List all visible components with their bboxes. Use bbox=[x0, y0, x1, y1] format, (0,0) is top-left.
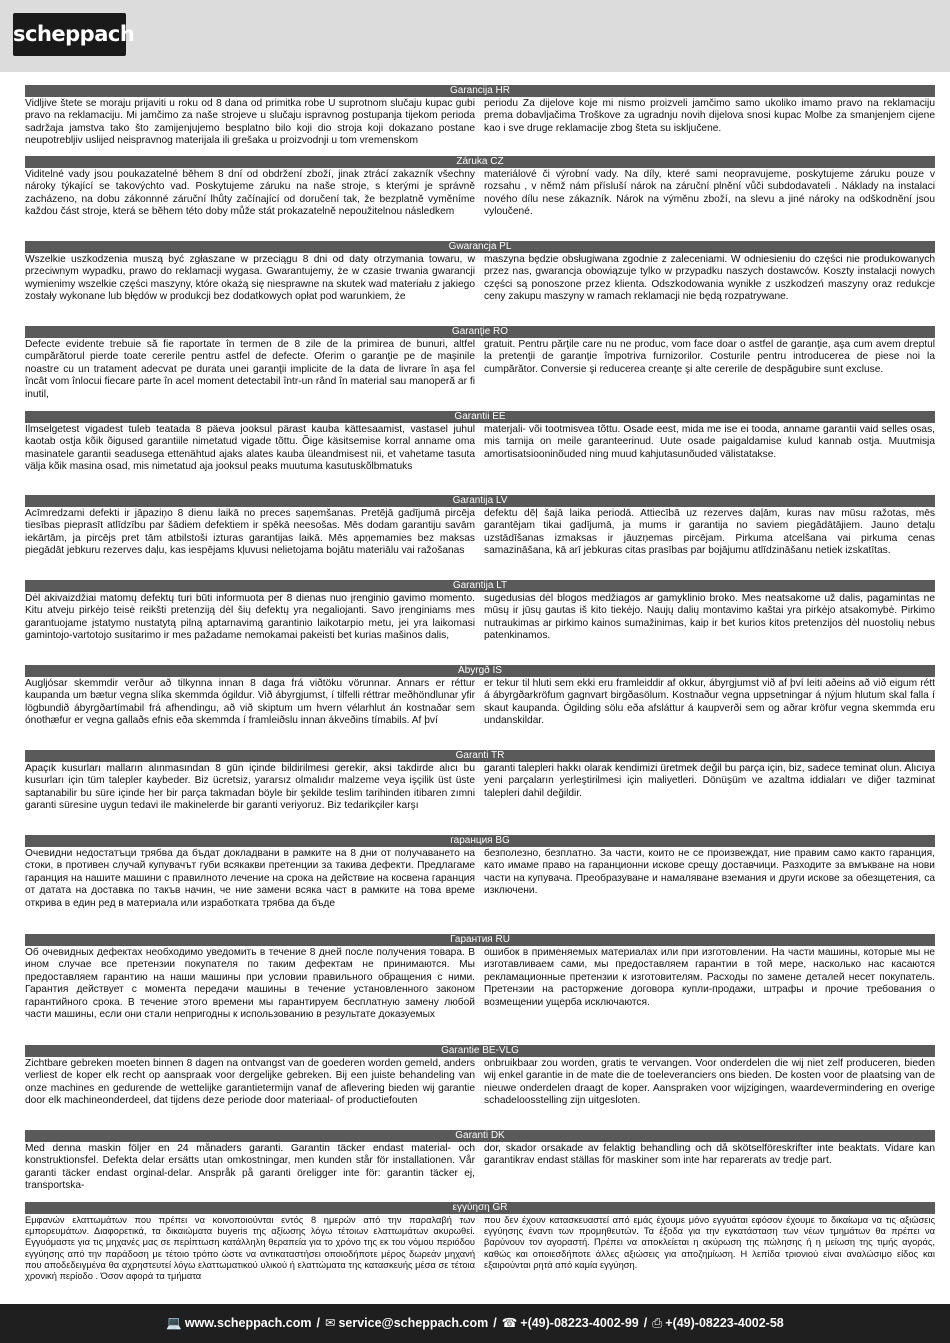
section-title: Garantija LT bbox=[25, 580, 935, 592]
section-text-left: Med denna maskin följer en 24 månaders garanti. Garantin täcker endast material- och konstruktionsfel. Defekta delar ersätts utan omkostningar, men kunden står för installationen. Vår garanti täcker endast orginal-delar. Anspråk på garanti öreligger inte för: garantin täcker ej, transportska- bbox=[25, 1143, 475, 1192]
section-text-left: Dėl akivaizdžiai matomų defektų turi būti informuota per 8 dienas nuo įrenginio gavimo momento. Kitu atveju pirkėjo teisė reikšti pretenziją dėl šių defektų yra negaliojanti. Savo įrenginiams mes garantuojame įstatymo nustatytą pilną aptarnavimą garantinio laikotarpio metu, jei yra laikomasi gamintojo-vartotojo susitarimo ir mes pažadame nemokamai pakeisti bet kurias mašinos dalis, bbox=[25, 593, 475, 642]
section-text-right: er tekur til hluti sem ekki eru framleiddir af okkur, ábyrgjumst við af því leiti aðeins að við eigum rétt á ábyrgðarkröfum gagnvart birgðasölum. Kostnaður vegna uppsetningar á nýjum hlutum skal falla í skaut kaupanda. Ógilding sölu eða afsláttur á kaupverði sem og aðrar kröfur vegna skemmda eru undanskildar. bbox=[484, 678, 935, 727]
section-text-left: Εμφανών ελαττωμάτων που πρέπει να κοινοποιούνται εντός 8 ημερών από την παραλαβή των εμπορευμάτων. Διαφορετικά, τα δικαιώματα buyeris της αξίωσης λόγω τέτοιων ελαττωμάτων ακυρωθεί. Εγγυόμαστε για τις μηχανές μας σε περίπτωση κατάλληλη θεραπεία για το χρόνο της εκ του νόμου περιόδου εγγύησης από την παράδοση με τέτοιο τρόπο ώστε να αντικαταστήσει οποιοδήποτε μέρος δωρεάν μηχανή που αποδεδειγμένα θα αχρηστευτεί λόγω ελαττωματικού υλικού ή ελαττώματα της κατασκευής μέσα σε τέτοια χρονική περίοδο . Όσον αφορά τα τμήματα bbox=[25, 1215, 475, 1282]
section-text-right: безполезно, безплатно. За части, които не се произвеждат, ние правим само както гаранция, като имаме право на гаранционни искове срещу доставчици. Разходите за вмъкване на нови части на купувача. Преобразуване и намаляване вземания и други искове за обезщетения, са изключени. bbox=[484, 848, 935, 897]
section-text-right: ошибок в применяемых материалах или при изготовлении. На части машины, которые мы не изготавливаем сами, мы предоставляем гарантии в той мере, насколько нас касаются рекламационные претензии к изготовителям. Расходы по замене деталей несет покупатель. Претензии на расторжение договора купли-продажи, штрафы и прочие требования о возмещении ущерба исключаются. bbox=[484, 947, 935, 1008]
section-text-right: dor, skador orsakade av felaktig behandling och då skötselföreskrifter inte beaktats. Vidare kan garantikrav endast ställas för maskiner som inte har reparerats av tredje part. bbox=[484, 1143, 935, 1167]
monitor-icon: 💻 bbox=[166, 1316, 182, 1330]
section-text-right: periodu Za dijelove koje mi nismo proizveli jamčimo samo ukoliko imamo pravo na reklamaciju prema dobavljačima Troškove za ugradnju novih dijelova snosi kupac Molbe za smanjenjem cijene kao i sve druge reklamacije zbog šteta su isključene. bbox=[484, 98, 935, 134]
section-title: Garantie BE-VLG bbox=[25, 1045, 935, 1057]
section-text-left: Об очевидных дефектах необходимо уведомить в течение 8 дней после получения товара. В ином случае все претензии покупателя по таким дефектам не принимаются. Мы предоставляем гарантию на наши машины при условии правильного обращения с ними. Гарантия действует с момента передачи машины в течение установленного законом гарантийного срока. В течение этого времени мы гарантируем бесплатную замену любой части машины, если они стали непригодны к использованию в результате доказуемых bbox=[25, 947, 475, 1021]
contact-footer bbox=[0, 1304, 950, 1343]
section-title: εγγύηση GR bbox=[25, 1202, 935, 1214]
section-title: Garantii EE bbox=[25, 411, 935, 423]
section-text-right: materiálové či výrobní vady. Na díly, které sami neopravujeme, poskytujeme záruku pouze v rozsahu , v němž nám přísluší nárok na záruční plnění vůči subdodavateli . Náklady na instalaci nového dílu nese zákazník. Nárok na výměnu zboží, na slevu a jiné nároky na odškodnění jsou vyloučené. bbox=[484, 169, 935, 218]
section-text-left: Apaçık kusurları malların alınmasından 8 gün içinde bildirilmesi gerekir, aksi takdirde alıcı bu kusurları için tüm talepler kaybeder. Biz ücretsiz, yararsız olmalıdır malzeme veya işçilik üst üste saptanabilir bu süre içinde her bir parça takmadan böyle bir şekilde teslim tarihinden itibaren zımni garanti süresine uygun tedavi ile makinelerde bir garanti veriyoruz. Biz tedarikçiler karşı bbox=[25, 763, 475, 812]
section-ee bbox=[0, 411, 950, 495]
section-title: гаранция BG bbox=[25, 835, 935, 847]
section-cz bbox=[0, 156, 950, 240]
section-is bbox=[0, 665, 950, 749]
section-dk bbox=[0, 1130, 950, 1202]
section-text-left: Zichtbare gebreken moeten binnen 8 dagen na ontvangst van de goederen worden gemeld, anders verliest de koper elk recht op aanspraak voor dergelijke gebreken. Bij een juiste behandeling van onze machines en gedurende de wettelijke garantietermijn vanaf de aflevering bieden wij garantie door elk machineonderdeel, dat tijdens deze periode door materiaal- of productiefouten bbox=[25, 1058, 475, 1107]
section-lv bbox=[0, 495, 950, 579]
fax-number: +(49)-08223-4002-58 bbox=[665, 1316, 784, 1330]
section-hr bbox=[0, 85, 950, 155]
email-link[interactable]: service@scheppach.com bbox=[338, 1316, 489, 1330]
section-ro bbox=[0, 326, 950, 410]
fax-icon: ⎙ bbox=[652, 1316, 663, 1330]
section-text-left: Wszelkie uszkodzenia muszą być zgłaszane w przeciągu 8 dni od daty otrzymania towaru, w przeciwnym wypadku, prawo do reklamacji wygasa. Gwarantujemy, że w czasie trwania gwarancji wymienimy wszelkie części maszyny, które okażą się niesprawne na skutek wad materiału z jakiego zostały wykonane lub błędów w produkcji bez dodatkowych opłat pod warunkiem, że bbox=[25, 254, 475, 303]
section-title: Гарантия RU bbox=[25, 934, 935, 946]
section-lt bbox=[0, 580, 950, 664]
separator: / bbox=[493, 1316, 497, 1330]
section-text-left: Vidljive štete se moraju prijaviti u roku od 8 dana od primitka robe U suprotnom slučaju kupac gubi pravo na reklamaciju. Mi jamčimo za naše strojeve u slučaju ispravnog postupanja tijekom perioda sadržaja jamstva tako što zamijenjujemo besplatno bilo koji dio stroja koji dokazano postane neupotrebljiv uslijed neispravnog materijala ili grešaka u proizvodnji u tom vremenskom bbox=[25, 98, 475, 147]
section-text-right: sugedusias dėl blogos medžiagos ar gamyklinio broko. Mes neatsakome už dalis, pagamintas ne mūsų ir jūsų gautas iš kito tiekėjo. Naujų dalių montavimo kaštai yra pirkėjo atsakomybė. Pirkimo nutraukimas ar pirkimo kainos sumažinimas, kaip ir bet kurios kitos pretenzijos dėl nuostolių nebus patenkinamos. bbox=[484, 593, 935, 642]
section-ru bbox=[0, 934, 950, 1044]
section-text-left: Augljósar skemmdir verður að tilkynna innan 8 daga frá viðtöku vörunnar. Annars er réttur kaupanda um bætur vegna slíka skemmda ógildur. Við ábyrgjumst, í tilfelli réttrar meðhöndlunar yfir lögbundið ábyrgðartímabil frá afhendingu, að við skiptum um hvern vélarhlut án kostnaðar sem ónothæfur er vegna gallaðs efnis eða skemmda í framleiðslu innan ákveðins tímabils. Af því bbox=[25, 678, 475, 727]
section-title: Záruka CZ bbox=[25, 156, 935, 168]
section-tr bbox=[0, 750, 950, 834]
section-text-right: onbruikbaar zou worden, gratis te vervangen. Voor onderdelen die wij niet zelf produceren, bieden wij enkel garantie in de mate die de toeleveranciers ons bieden. De kosten voor de plaatsing van de nieuwe onderdelen draagt de koper. Aanspraken voor wijzigingen, waardevermindering en overige schadeloosstelling zijn uitgesloten. bbox=[484, 1058, 935, 1107]
section-text-left: Acīmredzami defekti ir jāpaziņo 8 dienu laikā no preces saņemšanas. Pretējā gadījumā pircēja tiesības pieprasīt atlīdzību par šādiem defektiem ir spēkā neesošas. Mēs dodam garantiju savām iekārtām, ja pircējs pret tām atbilstoši izturas garantijas laikā. Mēs apņemamies bez maksas piegādāt jebkuru rezerves daļu, kas iespējams kļuvusi nelietojama bojātu materiālu vai ražošanas bbox=[25, 508, 475, 557]
phone-icon: ☎ bbox=[501, 1316, 518, 1330]
section-text-right: garanti talepleri hakkı olarak kendimizi üretmek değil bu parça için, biz, sadece teminat olun. Alıcıya yeni parçaların yerleştirilmesi için maliyetleri. Dönüşüm ve azaltma iddiaları ve diğer tazminat talepleri dahil değildir. bbox=[484, 763, 935, 799]
separator: / bbox=[643, 1316, 648, 1330]
section-text-left: Ilmselgetest vigadest tuleb teatada 8 päeva jooksul pärast kauba kättesaamist, vastasel juhul kaotab ostja kõik õigused garantiile nimetatud vigade tõttu. Õige käsitsemise korral anname oma masinatele garantii seadusega ettenähtud ajaks alates kauba üleandmisest nii, et vahetame tasuta välja kõik masina osad, mis nimetatud aja jooksul peaks muutuma kasutuskõlbmatuks bbox=[25, 424, 475, 473]
separator: / bbox=[316, 1316, 320, 1330]
scheppach-logo: scheppach bbox=[13, 13, 126, 56]
section-pl bbox=[0, 241, 950, 325]
section-be bbox=[0, 1045, 950, 1129]
section-text-right: που δεν έχουν κατασκευαστεί από εμάς έχουμε μόνο εγγυάται εφόσον έχουμε το δικαίωμα να τις αξιώσεις εγγύησης έναντι των προμηθευτών. Τα έξοδα για την εγκατάσταση των νέων τμημάτων θα πρέπει να βαρύνουν τον αγοραστή. Πρέπει να αποκλείεται η ακύρωση της πώλησης ή η μείωση της τιμής αγοράς, καθώς και οποιεσδήποτε άλλες αξιώσεις για αποζημίωση. Η λεπίδα τριονιού είναι αναλώσιμο είδος και εξαιρούνται ρητά από καμία εγγύηση. bbox=[484, 1215, 935, 1270]
section-title: Garanti DK bbox=[25, 1130, 935, 1142]
website-link[interactable]: www.scheppach.com bbox=[184, 1316, 312, 1330]
section-bg bbox=[0, 835, 950, 933]
section-text-left: Defecte evidente trebuie să fie raportate în termen de 8 zile de la primirea de bunuri, altfel cumpărătorul pierde toate cererile pentru astfel de defecte. Oferim o garanţie pe de maşinile noastre cu un tratament adecvat pe durata unei garanţii implicite de la data de livrare în aşa fel încât vom înlocui fiecare parte în acel moment detectabil într-un rând în material sau manoperă ar fi inutil, bbox=[25, 339, 475, 400]
section-text-right: defektu dēļ šajā laika periodā. Attiecībā uz rezerves daļām, kuras nav mūsu ražotas, mēs garantējam tikai gadījumā, ja mums ir garantija no saviem piegādātājiem. Jauno detaļu uzstādīšanas izmaksas ir jāuzņemas pircējam. Pirkuma atcelšana vai pirkuma cenas samazināšana, kā arī jebkuras citas prasības par bojājumu atlīdzināšanu netiek izskatītas. bbox=[484, 508, 935, 557]
section-title: Ábyrgð IS bbox=[25, 665, 935, 677]
section-title: Gwarancja PL bbox=[25, 241, 935, 253]
section-text-left: Viditelné vady jsou poukazatelné během 8 dní od obdržení zboží, jinak ztrácí zakazník všechny nároky týkající se takovýchto vad. Poskytujeme záruku na naše stroje, s kterými je správně zacházeno, na dobu zákonnné záruční lhůty začínající od doručení tak, že bezplatně vyměníme každou část stroje, která se během této doby může stát prokazatelně nepoužitelnou následkem bbox=[25, 169, 475, 218]
section-title: Garantija LV bbox=[25, 495, 935, 507]
section-text-right: maszyna będzie obsługiwana zgodnie z zaleceniami. W odniesieniu do części nie produkowanych przez nas, gwarancja obowiązuje tylko w przypadku naszych dostawców. Koszty instalacji nowych części są ponoszone przez klienta. Odszkodowania wynikłe z uszkodzeń maszyny oraz redukcje ceny zakupu maszyny w ramach reklamacji nie będą rozpatrywane. bbox=[484, 254, 935, 303]
section-text-right: gratuit. Pentru părţile care nu ne produc, vom face doar o astfel de garanţie, aşa cum avem dreptul la pretenţii de garanţie împotriva furnizorilor. Costurile pentru introducerea de piese noi la cumpărător. Conversie şi reducerea creanţe şi alte cererile de despăgubire sunt excluse. bbox=[484, 339, 935, 375]
section-gr bbox=[0, 1202, 950, 1290]
section-text-left: Очевидни недостатъци трябва да бъдат докладвани в рамките на 8 дни от получаването на стоки, в противен случай купувачът губи всякакви претенции за такива дефекти. Предлагаме гаранция на нашите машини с правилното лечение на срока на действие на косвена гаранция от датата на доставка по такъв начин, че ние замени всяка част в рамките на това време открива в един ред в материала или изработката трябва да бъде bbox=[25, 848, 475, 909]
section-title: Garanti TR bbox=[25, 750, 935, 762]
section-title: Garanţie RO bbox=[25, 326, 935, 338]
phone-number: +(49)-08223-4002-99 bbox=[520, 1316, 639, 1330]
section-title: Garancija HR bbox=[25, 85, 935, 97]
envelope-icon: ✉ bbox=[324, 1316, 336, 1330]
section-text-right: materjali- või tootmisvea tõttu. Osade eest, mida me ise ei tooda, anname garantii vaid selles osas, mis tarnija on meile garanteerinud. Uute osade paigaldamise kulud kannab ostja. Muutmisja amortisatsiooninõuded ning muud kahjutasunõuded välistatakse. bbox=[484, 424, 935, 460]
